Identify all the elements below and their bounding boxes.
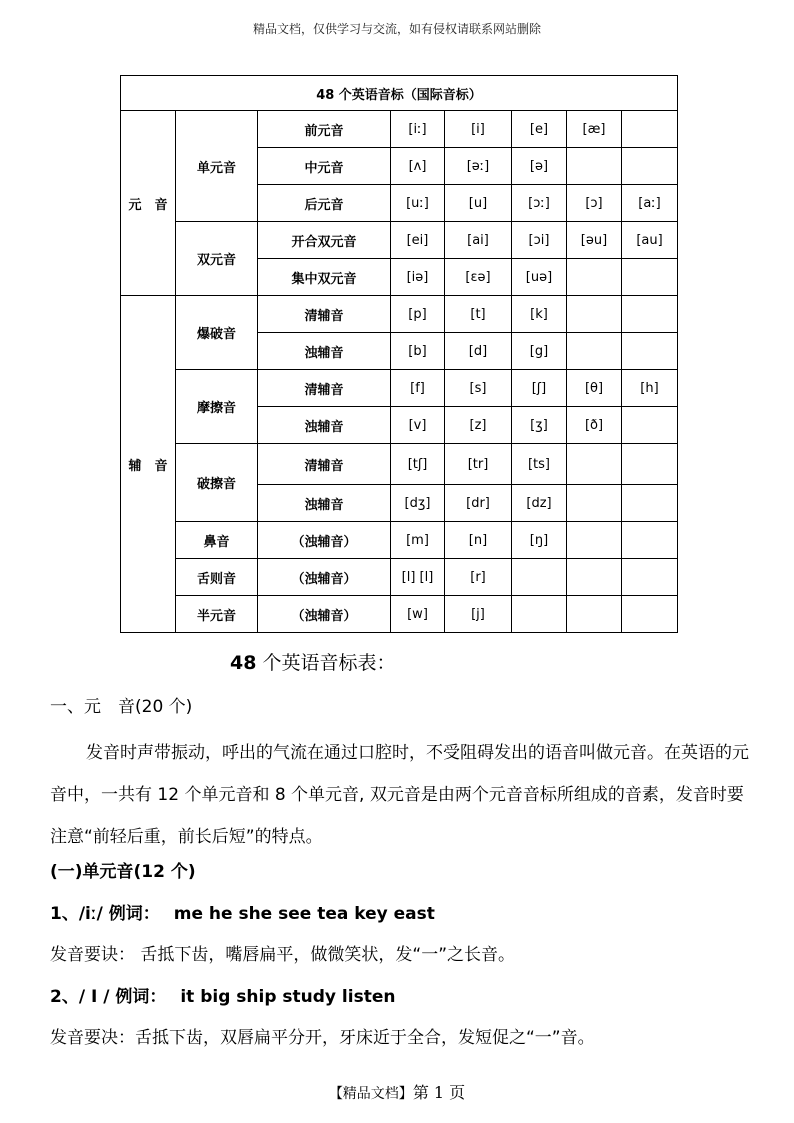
symbol-cell: [ŋ] xyxy=(512,522,567,559)
symbol-cell: [j] xyxy=(445,596,512,633)
symbol-cell: [ɔ] xyxy=(567,185,622,222)
symbol-cell: [iə] xyxy=(391,259,445,296)
symbol-cell: [dr] xyxy=(445,485,512,522)
symbol-cell xyxy=(567,559,622,596)
example-words: it big ship study listen xyxy=(180,987,396,1007)
table-title-text: 个英语音标表： xyxy=(256,652,396,674)
voiced-label: 浊辅音 xyxy=(258,407,391,444)
symbol-cell: [l] [l] xyxy=(391,559,445,596)
symbol-cell: [w] xyxy=(391,596,445,633)
symbol-cell xyxy=(622,444,678,485)
affricates-label: 破擦音 xyxy=(176,444,258,522)
table-row xyxy=(121,596,678,633)
symbol-cell: [ʌ] xyxy=(391,148,445,185)
voiced-paren-label: （浊辅音） xyxy=(258,596,391,633)
symbol-cell: [ɔː] xyxy=(512,185,567,222)
voiceless-label: 清辅音 xyxy=(258,444,391,485)
symbol-cell: [aː] xyxy=(622,185,678,222)
middle-vowels-label: 中元音 xyxy=(258,148,391,185)
example-words: me he she see tea key east xyxy=(173,904,435,924)
symbol-cell: [f] xyxy=(391,370,445,407)
symbol-cell xyxy=(622,148,678,185)
symbol-cell xyxy=(567,444,622,485)
symbol-cell: [əː] xyxy=(445,148,512,185)
voiced-label: 浊辅音 xyxy=(258,333,391,370)
pronunciation-tip-1: 发音要诀： 舌抵下齿，嘴唇扁平，做微笑状，发“一”之长音。 xyxy=(50,945,516,965)
symbol-cell: [ʒ] xyxy=(512,407,567,444)
voiced-paren-label: （浊辅音） xyxy=(258,522,391,559)
symbol-cell: [v] xyxy=(391,407,445,444)
symbol-cell: [θ] xyxy=(567,370,622,407)
symbol-cell: [i] xyxy=(445,111,512,148)
symbol-cell xyxy=(512,559,567,596)
symbol-cell: [e] xyxy=(512,111,567,148)
symbol-cell: [t] xyxy=(445,296,512,333)
table-row xyxy=(121,522,678,559)
example-item-1 xyxy=(50,899,750,924)
centering-diphthongs-label: 集中双元音 xyxy=(258,259,391,296)
symbol-cell: [b] xyxy=(391,333,445,370)
front-vowels-label: 前元音 xyxy=(258,111,391,148)
symbol-cell xyxy=(567,596,622,633)
table-title-number: 48 xyxy=(230,652,257,674)
symbol-cell xyxy=(622,259,678,296)
voiceless-label: 清辅音 xyxy=(258,296,391,333)
symbol-cell: [ai] xyxy=(445,222,512,259)
symbol-cell: [r] xyxy=(445,559,512,596)
voiceless-label: 清辅音 xyxy=(258,370,391,407)
symbol-cell: [ð] xyxy=(567,407,622,444)
fricatives-label: 摩擦音 xyxy=(176,370,258,444)
symbol-cell xyxy=(622,296,678,333)
symbol-cell: [əu] xyxy=(567,222,622,259)
footer-badge: 【精品文档】 xyxy=(328,1086,413,1102)
symbol-cell: [tʃ] xyxy=(391,444,445,485)
symbol-cell xyxy=(622,333,678,370)
symbol-cell: [au] xyxy=(622,222,678,259)
vowels-label: 元 音 xyxy=(121,111,176,296)
symbol-cell xyxy=(622,111,678,148)
laterals-label: 舌则音 xyxy=(176,559,258,596)
diphthongs-label: 双元音 xyxy=(176,222,258,296)
symbol-cell xyxy=(622,559,678,596)
header-watermark: 精品文档，仅供学习与交流，如有侵权请联系网站删除 xyxy=(252,22,541,36)
symbol-cell: [m] xyxy=(391,522,445,559)
symbol-cell: [ʃ] xyxy=(512,370,567,407)
table-row xyxy=(121,559,678,596)
symbol-cell xyxy=(622,522,678,559)
table-row xyxy=(121,444,678,485)
symbol-cell xyxy=(567,522,622,559)
nasals-label: 鼻音 xyxy=(176,522,258,559)
table-row xyxy=(121,222,678,259)
symbol-cell: [h] xyxy=(622,370,678,407)
symbol-cell: [p] xyxy=(391,296,445,333)
symbol-cell: [u] xyxy=(445,185,512,222)
pronunciation-tip-2: 发音要决：舌抵下齿，双唇扁平分开，牙床近于全合，发短促之“一”音。 xyxy=(50,1028,595,1048)
symbol-cell: [z] xyxy=(445,407,512,444)
symbol-cell: [tr] xyxy=(445,444,512,485)
table-title xyxy=(230,648,396,675)
symbol-cell xyxy=(567,259,622,296)
symbol-cell xyxy=(622,407,678,444)
symbol-cell: [k] xyxy=(512,296,567,333)
page-number: 第 1 页 xyxy=(412,1083,466,1102)
symbol-cell: [dʒ] xyxy=(391,485,445,522)
table-row xyxy=(121,296,678,333)
example-item-label: 1、/iː/ 例词： xyxy=(50,904,160,924)
table-row xyxy=(121,370,678,407)
symbol-cell: [d] xyxy=(445,333,512,370)
symbol-cell xyxy=(622,596,678,633)
table-row xyxy=(121,111,678,148)
voiced-paren-label: （浊辅音） xyxy=(258,559,391,596)
semivowels-label: 半元音 xyxy=(176,596,258,633)
subsection-heading: (一)单元音(12 个) xyxy=(50,862,196,882)
symbol-cell: [uə] xyxy=(512,259,567,296)
voiced-label: 浊辅音 xyxy=(258,485,391,522)
section-heading: 一、元 音(20 个) xyxy=(50,697,193,717)
example-item-2 xyxy=(50,982,750,1007)
ipa-table xyxy=(120,75,678,633)
single-vowels-label: 单元音 xyxy=(176,111,258,222)
intro-paragraph: 发音时声带振动，呼出的气流在通过口腔时，不受阻碍发出的语音叫做元音。在英语的元音中，一共有 12 个单元音和 8 个单元音, 双元音是由两个元音音标所组成的音素，发音时要注意“前轻后重，前长后短”的特点。 xyxy=(50,743,749,847)
symbol-cell: [s] xyxy=(445,370,512,407)
symbol-cell: [εə] xyxy=(445,259,512,296)
symbol-cell xyxy=(512,596,567,633)
symbol-cell: [uː] xyxy=(391,185,445,222)
example-item-label: 2、/ I / 例词： xyxy=(50,987,167,1007)
symbol-cell xyxy=(567,485,622,522)
consonants-label: 辅 音 xyxy=(121,296,176,633)
closing-diphthongs-label: 开合双元音 xyxy=(258,222,391,259)
symbol-cell: [æ] xyxy=(567,111,622,148)
symbol-cell: [ei] xyxy=(391,222,445,259)
symbol-cell: [ə] xyxy=(512,148,567,185)
symbol-cell: [iː] xyxy=(391,111,445,148)
symbol-cell: [ɔi] xyxy=(512,222,567,259)
symbol-cell: [ts] xyxy=(512,444,567,485)
symbol-cell: [g] xyxy=(512,333,567,370)
symbol-cell: [dz] xyxy=(512,485,567,522)
back-vowels-label: 后元音 xyxy=(258,185,391,222)
symbol-cell xyxy=(567,296,622,333)
symbol-cell xyxy=(567,148,622,185)
symbol-cell: [n] xyxy=(445,522,512,559)
symbol-cell xyxy=(567,333,622,370)
page-footer xyxy=(0,1080,794,1103)
plosives-label: 爆破音 xyxy=(176,296,258,370)
table-caption: 48 个英语音标（国际音标） xyxy=(121,76,678,111)
symbol-cell xyxy=(622,485,678,522)
